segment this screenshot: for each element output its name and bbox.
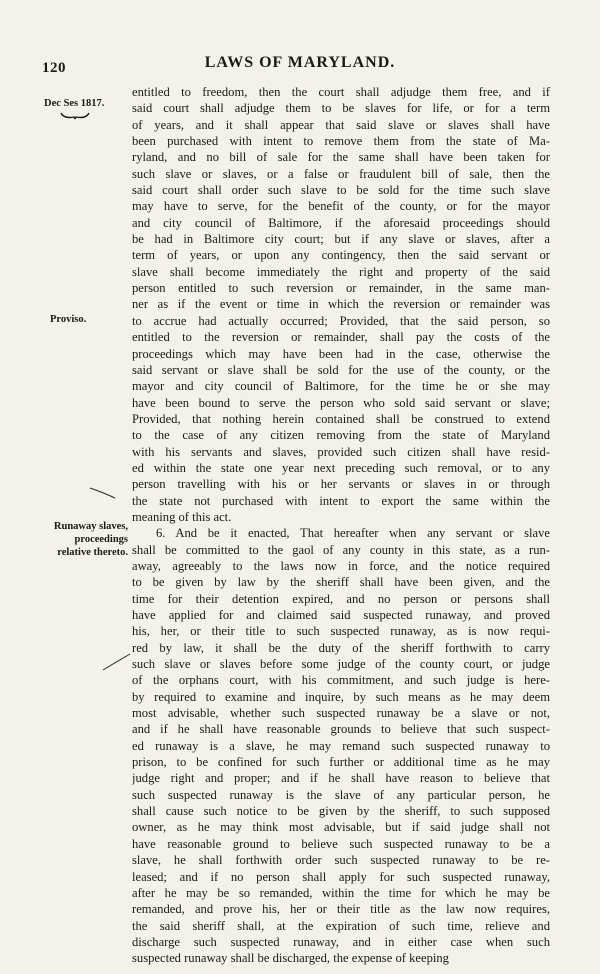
text-line: mayor and city council of Baltimore, for the time he or she may — [132, 379, 550, 394]
text-line: slave, he shall forthwith order such suspected runaway to be re- — [132, 853, 550, 868]
text-line: the said sheriff shall, at the expiration of such time, relieve and — [132, 918, 550, 933]
text-line: been purchased with intent to remove them from the state of Ma- — [132, 134, 550, 149]
text-line: such slave or slaves, or a false or fraudulent bill of sale, then the — [132, 166, 550, 181]
text-line: said court shall adjudge them to be slaves for life, or for a term — [132, 101, 550, 116]
page-number: 120 — [42, 60, 66, 76]
text-line: red by law, it shall be the duty of the sheriff forthwith to carry — [132, 640, 550, 655]
text-line: said court shall order such slave to be sold for the time such slave — [132, 183, 550, 198]
text-line: by required to examine and inquire, by such means as he may deem — [132, 689, 550, 704]
text-line: of the orphans court, with his commitment, and such judge is here- — [132, 673, 550, 688]
pen-mark-icon — [88, 482, 118, 502]
text-line: shall cause such notice to be given by the sheriff, to such supposed — [132, 804, 550, 819]
pen-mark-icon — [100, 650, 132, 674]
text-line: may have to serve, for the benefit of the county, or for the mayor — [132, 199, 550, 214]
text-line: be had in Baltimore city court; but if any slave or slaves, after a — [132, 232, 550, 247]
text-line: such suspected runaway is the slave of any particular person, he — [132, 787, 550, 802]
text-line: remanded, and prove his, her or their title as the law now requires, — [132, 902, 550, 917]
bracket-flourish-icon — [60, 111, 90, 121]
text-line: ed within the state one year next preceding such removal, or to any — [132, 460, 550, 475]
text-line: said servant or slave shall be sold for the use of the county, or the — [132, 362, 550, 377]
text-line: after he may be so remanded, within the time for which he may be — [132, 885, 550, 900]
text-line: person entitled to such reversion or remainder, in the same man- — [132, 281, 550, 296]
text-line: such slave or slaves before some judge of the county court, or judge — [132, 657, 550, 672]
text-line: meaning of this act. — [132, 509, 232, 524]
body-text — [132, 84, 550, 967]
text-line: to the case of any citizen removing from the state of Maryland — [132, 428, 550, 443]
text-line: slave shall become immediately the right and property of the said — [132, 264, 550, 279]
text-line: ner as if the event or time in which the reversion or remainder was — [132, 297, 550, 312]
text-line: to accrue had actually occurred; Provided, that the said person, so — [132, 313, 550, 328]
text-line: Provided, that nothing herein contained shall be construed to extend — [132, 411, 550, 426]
text-line: suspected runaway shall be discharged, the expense of keeping — [132, 951, 449, 966]
text-line: prison, to be confined for such further or additional time as he may — [132, 755, 550, 770]
text-line: shall be committed to the gaol of any county in this state, as a run- — [132, 542, 550, 557]
text-line: have been bound to serve the person who sold said servant or slave; — [132, 395, 550, 410]
margin-note-runaway: Runaway slaves, proceedings relative thereto. — [53, 521, 128, 558]
text-line: ed runaway is a slave, he may remand such suspected runaway to — [132, 738, 550, 753]
text-line: have reasonable ground to believe such suspected runaway to be a — [132, 836, 550, 851]
text-line: most advisable, whether such suspected runaway be a slave or not, — [132, 706, 550, 721]
margin-note-proviso: Proviso. — [50, 314, 87, 325]
text-line: entitled to freedom, then the court shall adjudge them free, and if — [132, 85, 550, 99]
text-line: and city council of Baltimore, if the aforesaid proceedings should — [132, 215, 550, 230]
text-line: entitled to the reversion or remainder, shall pay the costs of the — [132, 330, 550, 345]
text-line: 6. And be it enacted, That hereafter when any servant or slave — [156, 526, 550, 541]
text-line: of years, and it shall appear that said slave or slaves shall have — [132, 117, 550, 132]
text-line: term of years, or upon any contingency, then the said servant or — [132, 248, 550, 263]
text-line: discharge such suspected runaway, and in either case when such — [132, 934, 550, 949]
text-line: his, her, or their title to such suspected runaway, as is now requi- — [132, 624, 550, 639]
text-line: ryland, and no bill of sale for the same shall have been taken for — [132, 150, 550, 165]
text-line: to be given by law by the sheriff shall have been given, and the — [132, 575, 550, 590]
text-line: proceedings which may have been had in the case, otherwise the — [132, 346, 550, 361]
text-line: the state not purchased with intent to export the same within the — [132, 493, 550, 508]
text-line: have applied for and claimed said suspected runaway, and proved — [132, 608, 550, 622]
running-title: LAWS OF MARYLAND. — [204, 54, 396, 71]
text-line: owner, as he may think most advisable, but if said judge shall not — [132, 820, 550, 835]
text-line: leased; and if no person shall apply for such suspected runaway, — [132, 869, 550, 884]
margin-note-date: Dec Ses 1817. — [44, 98, 105, 109]
text-line: judge right and proper; and if he shall have reason to believe that — [132, 771, 550, 786]
text-line: away, agreeably to the laws now in force, and the notice required — [132, 558, 550, 573]
text-line: with his servants and slaves, provided such citizen shall have resid- — [132, 444, 550, 459]
text-line: and if he shall have reasonable grounds to believe that such suspect- — [132, 722, 550, 737]
text-line: person travelling with his or her servants or slaves in or through — [132, 477, 550, 492]
text-line: time for their detention expired, and no person or persons shall — [132, 591, 550, 606]
